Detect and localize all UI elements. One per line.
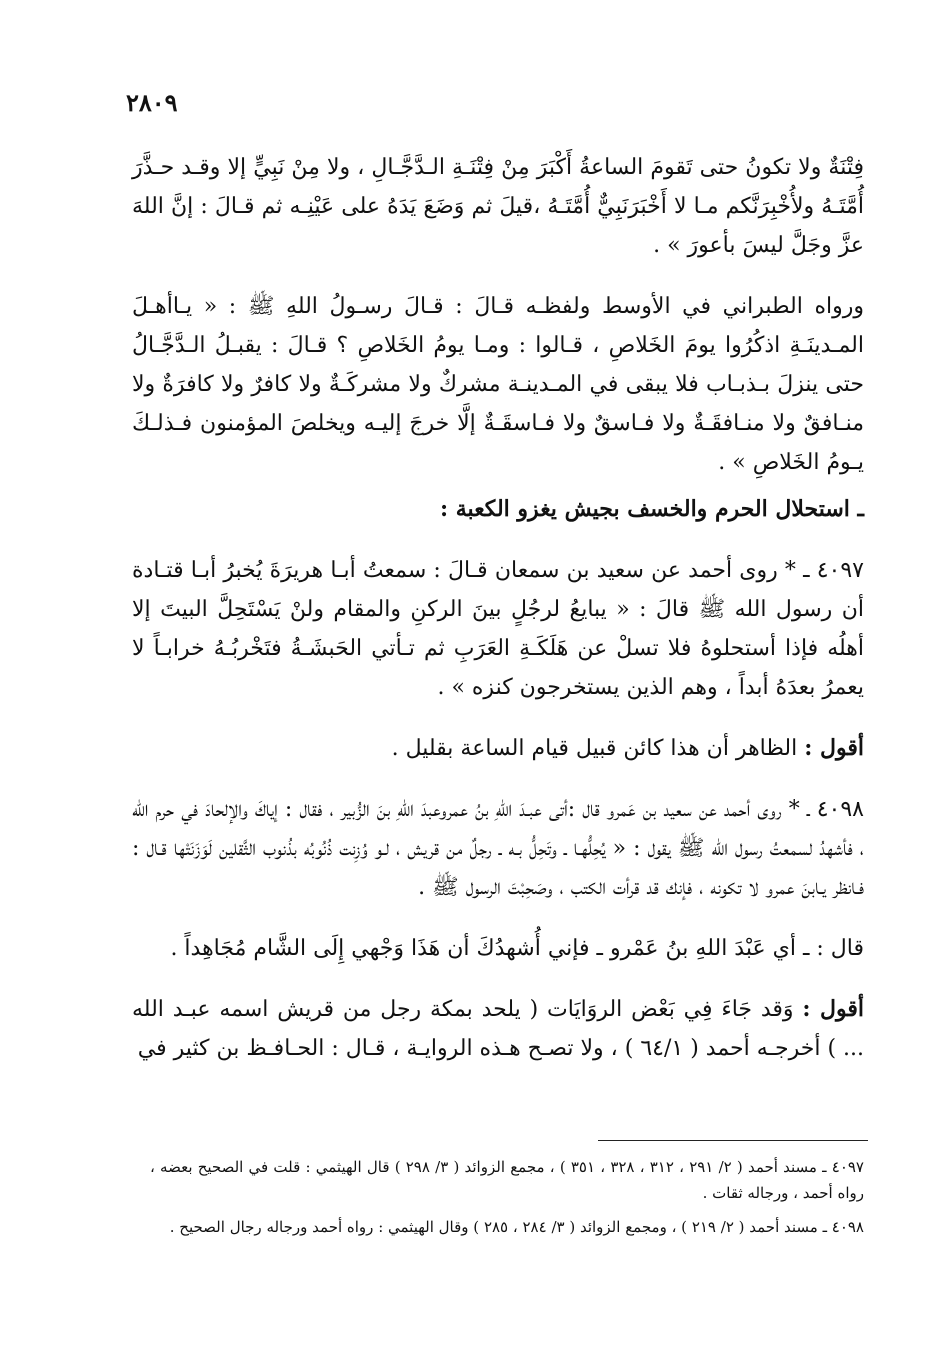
footnote-4097: ٤٠٩٧ ـ مسند أحمد ( ٢/ ٢٩١ ، ٣١٢ ، ٣٢٨ ، ٣٥١ ) ، مجمع الزوائد ( ٣/ ٢٩٨ ) قال الهيثمي : قلت في الصحيح بعضه ، رواه أحمد ، ورجاله ثقات . bbox=[150, 1158, 864, 1202]
footnotes bbox=[150, 1154, 864, 1248]
paragraph-hadith-4097: ٤٠٩٧ ـ * روى أحمد عن سعيد بن سمعان قـالَ : سمعتُ أبـا هريرَةَ يُخبرُ أبـا قتـادة أن رسول الله ﷺ قالَ : « يبايعُ لرجُلٍ بينَ الركنِ والمقام ولنْ يَسْتَحِلَّ البيتَ إلا أهلُه فإذا أستحلوهُ فلا تسلْ عن هَلَكَـةِ العَرَبِ ثم تـأتي الحَبشَـةُ فتَخْربُـهُ خرابـاً لا يعمرُ بعدَهُ أبداً ، وهم الذين يستخرجون كنزه » . bbox=[132, 558, 864, 700]
comment-lead: أقول : bbox=[802, 996, 864, 1022]
comment-text: وَقد جَاءَ فِي بَعْض الروَايَات ( يلحد بمكة رجل من قريش اسمه عبـد الله ... ) أخرجـه أحمد ( ٦٤/١ ) ، ولا تصـح هـذه الروايـة ، قـال : الحـافـظ بن كثير في bbox=[132, 997, 864, 1061]
footnote-divider bbox=[598, 1140, 868, 1141]
paragraph-hadith-4098: ٤٠٩٨ ـ * روى أحمد عن سعيد بن عَمرو قال :أتى عبـدَ اللهِ بنُ عمروعبدَ اللهِ بنَ الزُّبير ، فقال : إياكَ والإلحادَ في حرم الله ، فأشهدُ لسمعتُ رسول الله ﷺ يقول : « يُحِلُّهـا ـ وتَحِلُّ بـه ـ رجلٌ من قريش ، لـو وُزِنت ذُنُوبُه بذُنوب الثَّقلين لَوَزَنَتْها قـال : فـانظر يـابنَ عمرو لا تكونه ، فإنك قد قرأت الكتب ، وصَحِبْتَ الرسول ﷺ . bbox=[132, 797, 864, 900]
main-text bbox=[132, 148, 864, 1090]
paragraph-comment-2 bbox=[132, 990, 864, 1068]
page-number: ٢٨٠٩ bbox=[126, 88, 178, 117]
paragraph-tabarani-narration: ورواه الطبراني في الأوسط ولفظـه قـالَ : قـالَ رسـولُ اللهِ ﷺ : « يـاأهـلَ المـدينَـةِ اذكُرُوا يومَ الخَلاصِ ، قـالوا : ومـا يومُ الخَلاصِ ؟ قـالَ : يقبـلُ الـدَّجَّـالُ حتى ينزلَ بـذبـاب فلا يبقى في المـدينـة مشركٌ ولا مشركَـةٌ ولا كافرٌ ولا كافرَةٌ ولا منـافقٌ ولا منـافقَـةٌ ولا فـاسقٌ ولا فـاسقَـةٌ إلَّا خرجَ إليـه ويخلصَ المؤمنون فـذلـكَ يـومُ الخَلاصِ » . bbox=[132, 294, 864, 475]
footnote-4098: ٤٠٩٨ ـ مسند أحمد ( ٢/ ٢١٩ ) ، ومجمع الزوائد ( ٣/ ٢٨٤ ، ٢٨٥ ) وقال الهيثمي : رواه أحمد ورجاله رجال الصحيح . bbox=[169, 1218, 864, 1236]
paragraph-comment-1 bbox=[132, 729, 864, 768]
comment-text: الظاهر أن هذا كائن قبيل قيام الساعة بقليل . bbox=[391, 736, 805, 761]
paragraph-abdullah-reply: قال : ـ أي عَبْدَ اللهِ بنُ عَمْرو ـ فإني أُشهدُكَ أن هَذَا وَجْهي إِلَى الشَّام مُجَاهِداً . bbox=[170, 936, 864, 961]
section-heading: ـ استحلال الحرم والخسف بجيش يغزو الكعبة : bbox=[439, 496, 864, 522]
paragraph-hadith-continuation: فِتْنَةٌ ولا تكونُ حتى تَقومَ الساعةُ أَكْبَرَ مِنْ فِتْنَـةِ الـدَّجَّـالِ ، ولا مِنْ نَبِيٍّ إلا وقـد حـذَّرَ أُمَّتَـهُ ولأُخْبِرَنَّكم مـا لا أَخْبَرَنَبِيٌّ أُمَّتَـهُ ،قيلَ ثم وَضَعَ يَدَهُ على عَيْنِـه ثم قـالَ : إنَّ اللهَ عزَّ وجَلَّ ليسَ بأعورَ » . bbox=[132, 155, 864, 258]
comment-lead: أقول : bbox=[804, 735, 864, 761]
